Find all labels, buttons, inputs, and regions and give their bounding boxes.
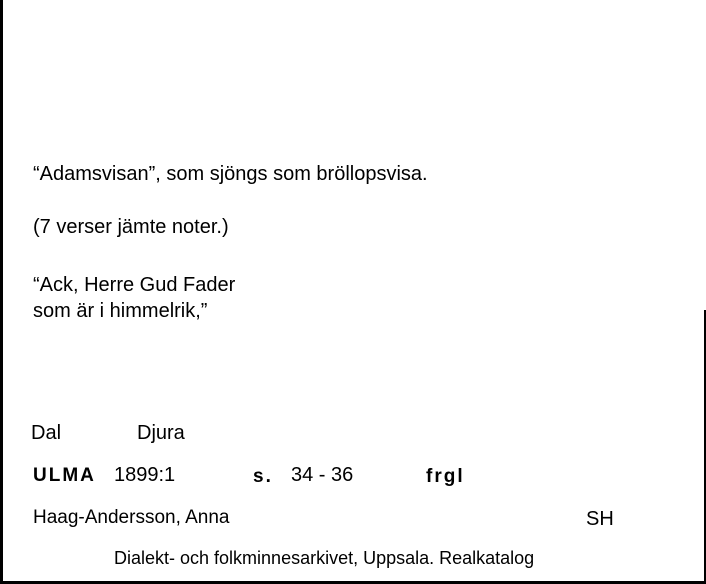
verses-note: (7 verser jämte noter.): [33, 216, 229, 238]
incipit-line-2: som är i himmelrik,”: [33, 300, 208, 322]
region-label: Dal: [31, 422, 62, 444]
parish-label: Djura: [137, 422, 185, 444]
card-title: “Adamsvisan”, som sjöngs som bröllopsvisa.: [33, 163, 428, 185]
archive-code: ULMA: [33, 465, 96, 486]
archive-footer: Dialekt- och folkminnesarkivet, Uppsala. Realkatalog: [114, 548, 535, 568]
incipit-line-1: “Ack, Herre Gud Fader: [33, 274, 236, 296]
pages-label: s.: [253, 466, 273, 487]
signature-initials: SH: [586, 508, 614, 530]
page-range: 34 - 36: [291, 464, 354, 486]
accession-number: 1899:1: [114, 464, 176, 486]
card-left-edge: [0, 0, 3, 584]
category-code: frgl: [426, 466, 465, 487]
author-name: Haag-Andersson, Anna: [33, 507, 230, 528]
